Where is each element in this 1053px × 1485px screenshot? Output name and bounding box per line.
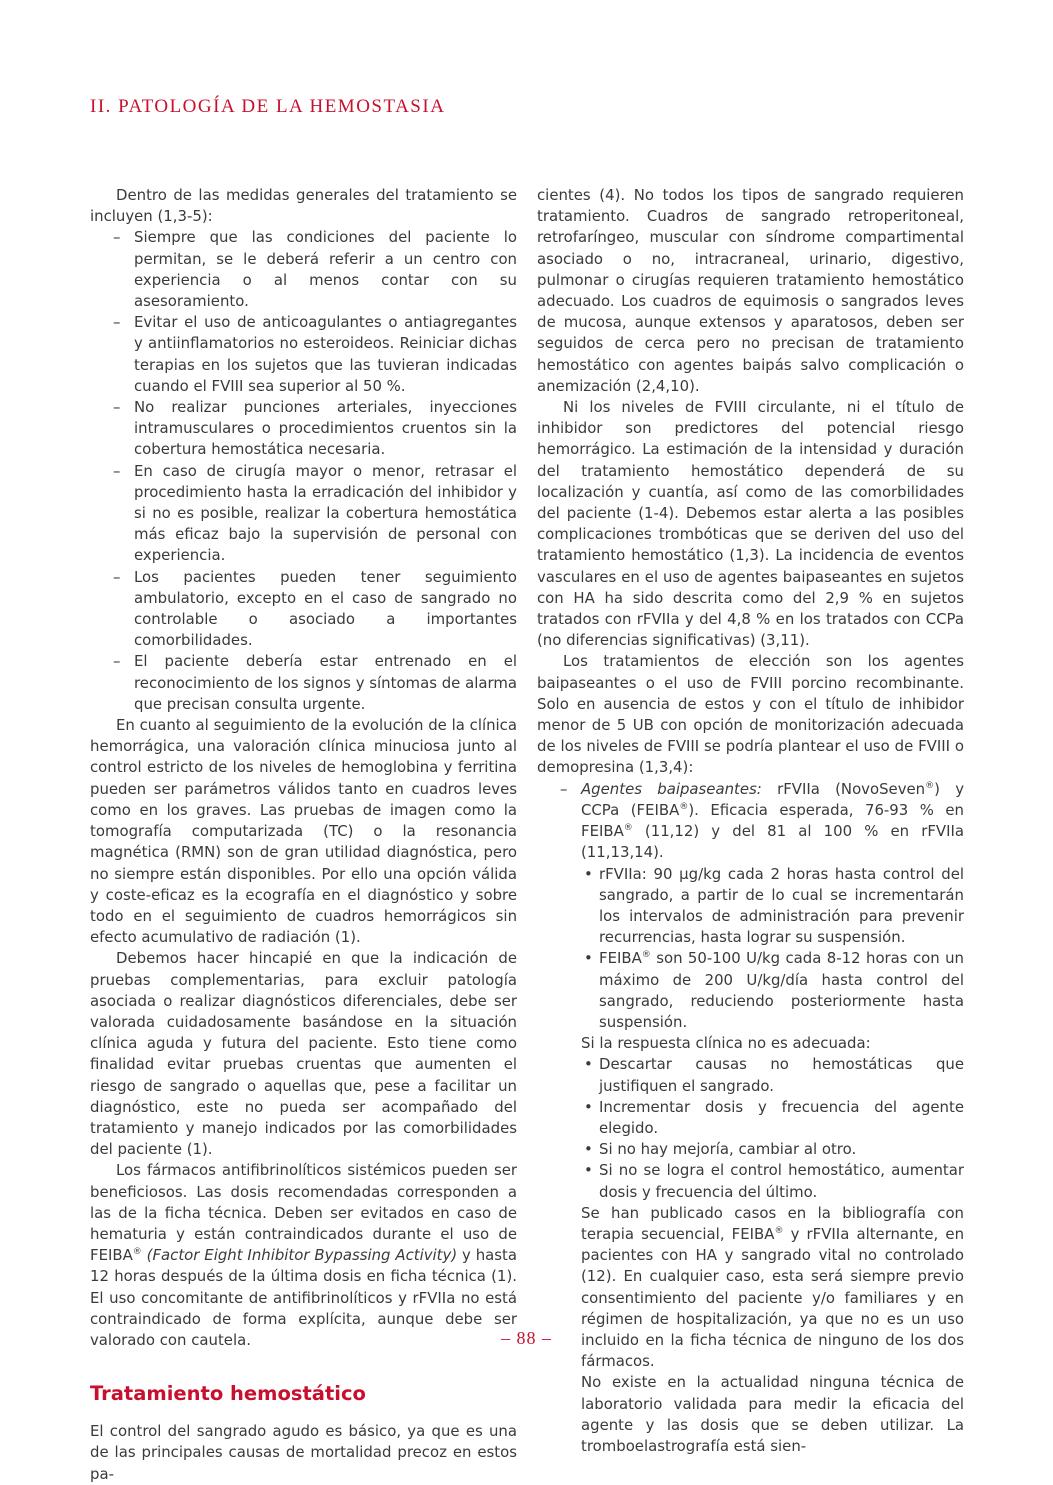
eleccion-paragraph: Los tratamientos de elección son los agentes baipaseantes o el uso de FVIII porcino recombinante. Solo en ausencia de estos y con el título de inhibidor menor de 5 UB con opción de monitorización adecuada de los niveles de FVIII se podría plantear el uso de FVIII o demopresina (1,3,4):: [537, 652, 964, 777]
list-item: [90, 651, 517, 715]
list-item-text: El paciente debería estar entrenado en el reconocimiento de los signos y síntomas de alarma que precisan consulta urgente.: [134, 652, 517, 713]
text-span: y rFVIIa alternante, en pacientes con HA y sangrado vital no controlado (12). En cualquier caso, esta será siempre previo consentimiento del paciente y/o familiares y en régimen de hospitalización, ya que no es un uso incluido en la ficha técnica de ninguno de los dos fármacos.: [581, 1224, 965, 1371]
list-item-text: No realizar punciones arteriales, inyecciones intramusculares o procedimientos cruentos sin la cobertura hemostática necesaria.: [134, 398, 517, 459]
dash-marker: –: [113, 313, 121, 332]
dash-marker: –: [113, 398, 121, 417]
text-span: Los fármacos antifibrinolíticos sistémicos pueden ser beneficiosos. Las dosis recomendadas corresponden a las de la ficha técnica. Deben ser evitados en caso de hematuria y están contraindicados durante el uso de FEIBA: [90, 1161, 517, 1265]
section-heading: Tratamiento hemostático: [90, 1382, 366, 1406]
antifibrinolytics-paragraph: [90, 1160, 517, 1351]
dosage-list: [581, 864, 964, 1034]
dash-marker: –: [560, 779, 568, 798]
list-item-text: Incrementar dosis y frecuencia del agente elegido.: [599, 1097, 964, 1137]
dash-marker: –: [113, 567, 121, 586]
bullet-marker: •: [584, 1161, 593, 1180]
no-response-intro: Si la respuesta clínica no es adecuada:: [581, 1034, 871, 1053]
text-span: ). Eficacia esperada, 76-93 % en FEIBA: [581, 800, 964, 841]
list-item-text: Descartar causas no hemostáticas que justifiquen el sangrado.: [599, 1055, 964, 1095]
list-item: [90, 227, 517, 312]
list-item-text: En caso de cirugía mayor o menor, retrasar el procedimiento hasta la erradicación del inhibidor y si no es posible, realizar la cobertura hemostática más eficaz bajo la supervisión de personal con experiencia.: [134, 461, 517, 565]
control-paragraph: El control del sangrado agudo es básico, ya que es una de las principales causas de mortalidad precoz en estos pa-: [90, 1422, 517, 1483]
registered-mark: ®: [132, 1247, 142, 1258]
dash-marker: –: [113, 228, 121, 247]
list-item: [90, 567, 517, 652]
list-item: [581, 1160, 964, 1202]
list-item-text: Si no se logra el control hemostático, aumentar dosis y frecuencia del último.: [599, 1161, 964, 1201]
registered-mark: ®: [925, 780, 935, 791]
list-item-text: rFVIIa: 90 μg/kg cada 2 horas hasta control del sangrado, a partir de lo cual se incrementarán los intervalos de administración para prevenir recurrencias, hasta lograr su suspensión.: [599, 864, 964, 947]
list-item: [581, 864, 964, 949]
text-span: (11,12) y del 81 al 100 % en rFVIIa (11,13,14).: [581, 822, 964, 862]
intro-paragraph: Dentro de las medidas generales del tratamiento se incluyen (1,3-5):: [90, 186, 517, 226]
dash-marker: –: [113, 461, 121, 480]
dosage-block: [537, 864, 964, 1458]
list-item-text: Siempre que las condiciones del paciente lo permitan, se le deberá referir a un centro con experiencia o al menos contar con su asesoramiento.: [134, 228, 517, 311]
text-span: y hasta 12 horas después de la última dosis en ficha técnica (1). El uso concomitante de antifibrinolíticos y rFVIIa no está contraindicado de forma explícita, aunque debe ser valorado con cautela.: [90, 1246, 517, 1349]
bullet-marker: •: [584, 949, 593, 968]
list-item: [581, 1139, 964, 1160]
list-item: [581, 1054, 964, 1096]
list-item: [537, 779, 964, 864]
registered-mark: ®: [623, 823, 633, 834]
list-item-text: Los pacientes pueden tener seguimiento ambulatorio, excepto en el caso de sangrado no controlable o asociado a importantes comorbilidades.: [134, 567, 517, 650]
list-item: [581, 1097, 964, 1139]
section-header: II. PATOLOGÍA DE LA HEMOSTASIA: [90, 96, 446, 117]
bullet-marker: •: [584, 1140, 593, 1159]
list-item-text: Evitar el uso de anticoagulantes o antiagregantes y antiinflamatorios no esteroideos. Reiniciar dichas terapias en los sujetos que las tuvieran indicadas cuando el FVIII sea superior al 50 %.: [134, 313, 517, 395]
followup-paragraph: En cuanto al seguimiento de la evolución de la clínica hemorrágica, una valoración clínica minuciosa junto al control estricto de los niveles de hemoglobina y ferritina pueden ser parámetros válidos tanto en cuadros leves como en los graves. Las pruebas de imagen como la tomografía computarizada (TC) o la resonancia magnética (RMN) son de gran utilidad diagnóstica, pero no siempre están disponibles. Por ello una opción válida y coste-eficaz es la ecografía en el diagnóstico y sobre todo en el seguimiento de cuadros hemorrágicos sin efecto acumulativo de radiación (1).: [90, 716, 517, 947]
text-span: son 50-100 U/kg cada 8-12 horas con un máximo de 200 U/kg/día hasta control del sangrado, reduciendo posteriormente hasta suspensión.: [599, 949, 964, 1031]
no-response-list: [581, 1054, 964, 1202]
list-item: [90, 312, 517, 397]
registered-mark: ®: [774, 1225, 784, 1236]
laboratory-paragraph: No existe en la actualidad ninguna técnica de laboratorio validada para medir la eficacia del agente y las dosis que se deben utilizar. La tromboelastrografía está sien-: [581, 1373, 964, 1455]
list-item: [581, 948, 964, 1033]
list-item: [90, 397, 517, 461]
text-span: FEIBA: [599, 949, 642, 968]
registered-mark: ®: [641, 950, 651, 961]
niveles-paragraph: Ni los niveles de FVIII circulante, ni el título de inhibidor son predictores del potencial riesgo hemorrágico. La estimación de la intensidad y duración del tratamiento hemostático dependerá de su localización y cuantía, así como de las comorbilidades del paciente (1-4). Debemos estar alerta a las posibles complicaciones trombóticas que se deriven del uso del tratamiento hemostático (1,3). La incidencia de eventos vasculares en el uso de agentes baipaseantes en sujetos con HA ha sido descrita como del 2,9 % en sujetos tratados con rFVIIa y del 4,8 % en los tratados con CCPa (no diferencias significativas) (3,11).: [537, 398, 964, 650]
page-number: – 88 –: [501, 1328, 552, 1348]
bullet-marker: •: [584, 1055, 593, 1074]
general-measures-list: [90, 227, 517, 715]
registered-mark: ®: [679, 801, 689, 812]
bullet-marker: •: [584, 1097, 593, 1116]
dash-marker: –: [113, 652, 121, 671]
text-span: rFVIIa (NovoSeven: [777, 779, 926, 798]
hincapie-paragraph: Debemos hacer hincapié en que la indicación de pruebas complementarias, para excluir patología asociada o realizar diagnósticos diferenciales, debe ser valorada cuidadosamente basándose en la situación clínica aguda y futura del paciente. Esto tiene como finalidad evitar pruebas cruentas que aumenten el riesgo de sangrado o aquellas que, pese a facilitar un diagnóstico, este no pueda ser acompañado del tratamiento y manejo indicados por las comorbilidades del paciente (1).: [90, 949, 517, 1159]
italic-text: Agentes baipaseantes:: [581, 779, 762, 798]
bullet-marker: •: [584, 864, 593, 883]
continuation-paragraph: cientes (4). No todos los tipos de sangrado requieren tratamiento. Cuadros de sangrado retroperitoneal, retrofaríngeo, muscular con síndrome compartimental asociado o no, intracraneal, urinario, digestivo, pulmonar o cirugías requieren tratamiento hemostático adecuado. Los cuadros de equimosis o sangrados leves de mucosa, aunque extensos y aparatosos, deben ser seguidos de cerca pero no precisan de tratamiento hemostático con agentes baipás salvo complicación o anemización (2,4,10).: [537, 186, 964, 395]
text-span: ) y CCPa (FEIBA: [581, 779, 965, 819]
text-span: Se han publicado casos en la bibliografía con terapia secuencial, FEIBA: [581, 1203, 964, 1243]
agents-list: [537, 779, 964, 864]
right-column: [537, 185, 964, 1457]
left-column: [90, 185, 517, 1485]
italic-text: (Factor Eight Inhibitor Bypassing Activity): [146, 1246, 458, 1265]
list-item-text: Si no hay mejoría, cambiar al otro.: [599, 1140, 857, 1159]
list-item: [90, 461, 517, 567]
